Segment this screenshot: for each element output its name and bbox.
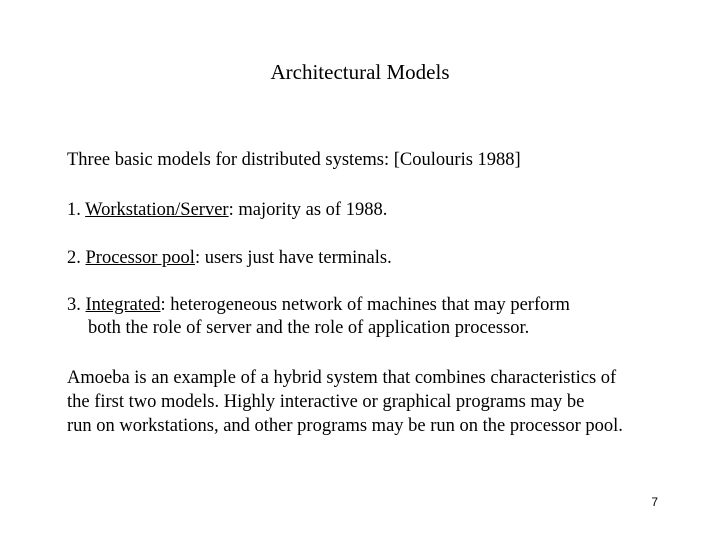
list-item-number: 3. (67, 295, 81, 315)
list-item-2 (67, 247, 392, 269)
list-item-1 (67, 199, 387, 221)
slide-title: Architectural Models (270, 60, 450, 84)
paragraph-line-2: the first two models. Highly interactive or graphical programs may be (67, 392, 585, 412)
list-item-number: 2. (67, 248, 81, 268)
list-item-number: 1. (67, 200, 81, 220)
paragraph-line-1: Amoeba is an example of a hybrid system that combines characteristics of (67, 368, 617, 388)
list-item-text: : heterogeneous network of machines that may perform (160, 295, 570, 315)
list-item-3 (67, 294, 570, 316)
list-item-term: Workstation/Server (85, 200, 229, 220)
page-number: 7 (651, 495, 658, 509)
list-item-text: : users just have terminals. (194, 248, 392, 268)
intro-line: Three basic models for distributed systems: [Coulouris 1988] (67, 150, 521, 170)
list-item-term: Processor pool (85, 248, 195, 268)
paragraph-line-3: run on workstations, and other programs may be run on the processor pool. (67, 416, 623, 436)
list-item-3-continuation: both the role of server and the role of application processor. (88, 318, 530, 338)
list-item-term: Integrated (85, 295, 161, 315)
list-item-text: : majority as of 1988. (228, 200, 388, 220)
